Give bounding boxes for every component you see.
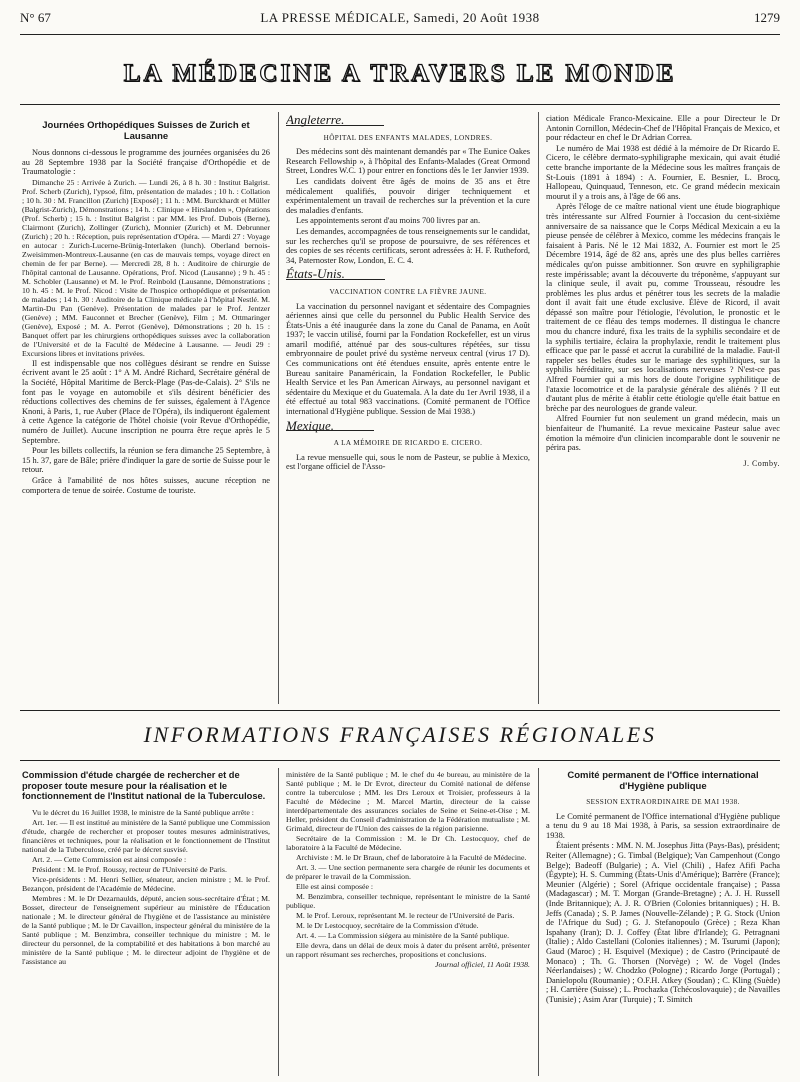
section-rule bbox=[20, 710, 780, 711]
paragraph: Art. 3. — Une section permanente sera chargée de réunir les documents et de préparer le travail de la Commission. bbox=[286, 863, 530, 881]
paragraph: Art. 4. — La Commission siégera au ministère de la Santé publique. bbox=[296, 931, 510, 940]
paragraph: Les demandes, accompagnées de tous renseignements sur le candidat, sur les recherches qu'il se propose de poursuivre, de ses références et des copies de ses récents certificats, seront adressées à: H. F. Rutheford, 34, Paternoster Row, London, E. C. 4. bbox=[286, 226, 530, 265]
paragraph: Grâce à l'amabilité de nos hôtes suisses, aucune réception ne comportera de tenue de soirée. Costume de touriste. bbox=[22, 475, 270, 495]
column-hygiene-office bbox=[546, 770, 780, 1075]
info-rule bbox=[20, 760, 780, 761]
article-title: Journées Orthopédiques Suisses de Zurich et Lausanne bbox=[42, 120, 250, 142]
paragraph: Le numéro de Mai 1938 est dédié à la mémoire de Dr Ricardo E. Cicero, le célèbre dermato-syphiligraphe mexicain, qui avait étudié cette branche importante de la Médecine sous les maîtres français de St-Louis (1891 à 1894) : A. Fournier, E. Besnier, L. Brocq, Hallopeau, Quinquaud, Tenneson, etc. Ce grand médecin mexicain mourut il y a trois ans, à l'âge de 66 ans. bbox=[546, 143, 780, 201]
paragraph: ciation Médicale Franco-Mexicaine. Elle a pour Directeur le Dr Antonin Cornillon, Médecin-Chef de l'Hôpital Français de Mexico, et pour rédacteur en chef le Dr Adrian Correa. bbox=[546, 114, 780, 143]
page-header bbox=[20, 10, 780, 30]
paragraph: Après l'éloge de ce maître national vient une étude biographique très intéressante sur Alfred Fournier à l'occasion du cent-sixième anniversaire de sa naissance que le Corps Médical Mexicain a eu la pieuse pensée de célébrer à Mexico, comme les médecins français le faisaient à Paris. Né le 12 Mai 1832, A. Fournier est mort le 25 Décembre 1914, âgé de 82 ans, après une des plus belles carrières médicales qu'on puisse ambitionner. Son œuvre en syphiligraphie reste impérissable; avant la découverte du tréponème, s'appuyant sur la clinique seule, il avait pu, comme Trousseau, résoudre les problèmes les plus ardus et pénétrer tous les secrets de la maladie dont il avait fait une étude exclusive. Élève de Ricord, il avait dépassé son maître pour l'étiologie, l'évolution, le pronostic et le traitement de ce fléau des temps modernes. Il distingua le chancre mou du chancre induré, fixa les traits de la syphilis secondaire et de la syphilis tertiaire, éclaira la prophylaxie, rendit le traitement plus efficace que par le passé et accrut la curabilité de la maladie. Faut-il rappeler ses belles études sur le mariage des syphilitiques, sur la syphilis héréditaire, sur ses localisations nerveuses ? N'est-ce pas Alfred Fournier qui a mis hors de doute l'origine syphilitique de l'ataxie locomotrice et de la paralysie générale des aliénés ? Il eut d'autant plus de mérite à établir cette étiologie qu'elle était battue en brèche par des neurologues de grande valeur. bbox=[546, 202, 780, 413]
paragraph: M. le Prof. Leroux, représentant M. le recteur de l'Université de Paris. bbox=[296, 911, 515, 920]
country-heading: Mexique. bbox=[286, 421, 374, 432]
subheading: SESSION EXTRAORDINAIRE DE MAI 1938. bbox=[586, 798, 740, 806]
subheading: HÔPITAL DES ENFANTS MALADES, LONDRES. bbox=[323, 133, 493, 142]
column-separator bbox=[278, 112, 279, 704]
article-title: Commission d'étude chargée de rechercher et de proposer toute mesure pour la réalisation et le fonctionnement de l'Institut national de la Tuberculose. bbox=[22, 770, 266, 801]
paragraph: Elle est ainsi composée : bbox=[296, 882, 374, 891]
signature: J. Comby. bbox=[743, 458, 780, 468]
header-rule bbox=[20, 34, 780, 35]
paragraph: Les candidats doivent être âgés de moins de 35 ans et être médicalement qualifiés, pouvoir diriger techniquement et expérimentalement un travail de recherches sur la prévention et la cure des maladies d'enfants. bbox=[286, 176, 530, 215]
paragraph: Des médecins sont dès maintenant demandés par « The Eunice Oakes Research Fellowship », à l'hôpital des Enfants-Malades (Great Ormond Street, Londres W.C. 1) pour entrer en fonctions dès le 1er Janvier 1939. bbox=[286, 147, 530, 176]
paragraph: Il est indispensable que nos collègues désirant se rendre en Suisse écrivent avant le 25 août : 1° A M. André Richard, Secrétaire général de la Société, Hôpital Maritime de Berck-Plage (Pas-de-Calais). 2° S'ils ne font pas le voyage en automobile et s'ils désirent bénéficier des réductions collectives des chemins de fer suisses, également à l'Agence Knoni, à Paris, 1, rue Auber (Place de l'Opéra), ils indiqueront également à cette Agence la catégorie de l'hôtel choisie (voir Revue d'Orthopédie, numéro de Juillet). Aucune inscription ne pourra être reçue après le 5 Septembre. bbox=[22, 358, 270, 445]
paragraph: Le Comité permanent de l'Office international d'Hygiène publique a tenu du 9 au 18 Mai 1938, à Paris, sa session extraordinaire de 1938. bbox=[546, 811, 780, 840]
page-number: 1279 bbox=[754, 10, 780, 25]
country-heading: Angleterre. bbox=[286, 115, 384, 126]
paragraph: Vu le décret du 16 Juillet 1938, le ministre de la Santé publique arrête : bbox=[32, 807, 254, 817]
issue-number: N° 67 bbox=[20, 10, 51, 25]
paragraph: Vice-présidents : M. Henri Sellier, sénateur, ancien ministre ; M. le Prof. Bezançon, président de l'Académie de Médecine. bbox=[22, 874, 270, 893]
column-abroad bbox=[286, 112, 530, 702]
paragraph: Art. 1er. — Il est institué au ministère de la Santé publique une Commission d'étude, chargée de rechercher et proposer toutes mesures administratives, financières et techniques, pour la réalisation et le fonctionnement de l'Institut national de la Tuberculose, créé par le décret susvisé. bbox=[22, 817, 270, 854]
paragraph: M. Benzimbra, conseiller technique, représentant le ministre de la Santé publique. bbox=[286, 892, 530, 910]
column-mexico bbox=[546, 114, 780, 702]
section-banner: LA MÉDECINE A TRAVERS LE MONDE bbox=[123, 60, 677, 87]
paragraph: Alfred Fournier fut non seulement un grand médecin, mais un bienfaiteur de l'humanité. La revue mexicaine Pasteur salue avec émotion la mémoire d'un clinicien incomparable dont le souvenir ne périra pas. bbox=[546, 414, 780, 453]
paragraph: Les appointements seront d'au moins 700 livres par an. bbox=[296, 216, 481, 226]
column-separator bbox=[538, 768, 539, 1076]
paragraph: Président : M. le Prof. Roussy, recteur de l'Université de Paris. bbox=[32, 864, 227, 874]
paragraph: La vaccination du personnel navigant et sédentaire des Compagnies aériennes ainsi que celle du personnel du Public Health Service des États-Unis a été inaugurée dans la zone du Canal de Panama, en Août 1937; le vaccin utilisé, fourni par la Fondation Rockefeller, est un virus amaril modifié, atténué par des sous-cultures répétées, sur tissu embryonnaire de poulet privé du système nerveux central (virus 17 D). Ces communications ont été étendues ensuite, après entente entre le Bureau sanitaire Panaméricain, la Fondation Rockefeller, le Public Health Service et les Pan American Airways, au personnel navigant et sédentaire du Mexique et du Guatemala. A la date du 1er Avril 1938, il a été effectué au total 983 vaccinations. (Comité permanent de l'Office international d'Hygiène publique. Session de Mai 1938.) bbox=[286, 301, 530, 417]
source-citation: Journal officiel, 11 Août 1938. bbox=[435, 960, 530, 969]
paragraph: Elle devra, dans un délai de deux mois à dater du présent arrêté, présenter un rapport résumant ses recherches, propositions et conclusions. bbox=[286, 941, 530, 959]
paragraph: Membres : M. le Dr Dezarnaulds, député, ancien sous-secrétaire d'État ; M. Bosset, directeur de l'enseignement supérieur au ministère de l'Éducation nationale ; M. le directeur général de l'hygiène et de l'assistance au ministère de la Santé publique ; M. le Dr Cavaillon, inspecteur général du ministère de la Santé publique ; M. Benzimbra, conseiller technique du ministre ; M. le directeur du personnel, de la comptabilité et des habitations à bon marché au ministère de la Santé publique ; M. le directeur adjoint de l'hygiène et de l'assistance au bbox=[22, 893, 270, 966]
info-heading: INFORMATIONS FRANÇAISES RÉGIONALES bbox=[143, 722, 657, 747]
paragraph: ministère de la Santé publique ; M. le chef du 4e bureau, au ministère de la Santé publique ; M. le Dr Evrot, directeur du Comité national de défense contre la tuberculose ; MM. les Drs Leroux et Troisier, professeurs à la Faculté de Médecine ; M. Marcel Martin, directeur de la caisse interdépartementale des assurances sociales de Seine et Seine-et-Oise ; M. Heller, président du Conseil d'administration de la Fédération mutualiste ; M. Grimald, directeur de l'Union des caisses de la région parisienne. bbox=[286, 770, 530, 833]
column-separator bbox=[538, 112, 539, 704]
journal-title: LA PRESSE MÉDICALE, Samedi, 20 Août 1938 bbox=[260, 10, 540, 25]
column-commission bbox=[286, 770, 530, 1075]
paragraph: Art. 2. — Cette Commission est ainsi composée : bbox=[32, 854, 187, 864]
paragraph: Secrétaire de la Commission : M. le Dr Ch. Lestocquoy, chef de laboratoire à la Faculté de Médecine. bbox=[286, 834, 530, 852]
subheading: VACCINATION CONTRE LA FIÈVRE JAUNE. bbox=[329, 287, 487, 296]
subheading: A LA MÉMOIRE DE RICARDO E. CICERO. bbox=[333, 439, 483, 448]
paragraph: Étaient présents : MM. N. M. Josephus Jitta (Pays-Bas), président; Reiter (Allemagne) ; G. Timbal (Belgique); Van Campenhout (Congo Belge); Badeoff (Bulgarie) ; A. Viel (Chili) , Hafez Afifi Pacha (Égypte); H. S. Cumming (États-Unis d'Amérique); Barrère (France); Meunier (Algérie) ; Sorel (Afrique occidentale française) ; Passa (Madagascar) ; M. T. Morgan (Grande-Bretagne) ; A. J. H. Russell (Inde Britannique); A. J. R. O'Brien (Colonies britanniques) ; H. B. Jeffs (Canada) ; S. P. James (Nouvelle-Zélande) ; P. G. Stock (Union de l'Afrique du Sud) ; G. J. Stefanopoulo (Grèce) ; Reza Khan Ispahany (Iran); D. J. Coffey (État libre d'Irlande); G. Petragnani (Italie) ; Aldo Castellani (Colonies italiennes) ; M. Tsurumi (Japon); Gaud (Maroc) ; H. Esquivel (Mexique) ; de Castro (Principauté de Monaco) ; Th. G. Thorsen (Norvège) ; W. de Vogel (Indes Néerlandaises) ; W. Chodzko (Pologne) ; Ricardo Jorge (Portugal) ; Danielopolu (Roumanie) ; O.F.H. Atkey (Soudan) ; C. Kling (Suède) ; H. Carrière (Suisse) ; L. Prochazka (Tchécoslovaquie) ; de Navailles (Tunisie) ; Asim Arar (Turquie) ; T. Simitch bbox=[546, 841, 780, 1004]
paragraph: Pour les billets collectifs, la réunion se fera dimanche 25 Septembre, à 15 h. 37, gare de Bâle; prière d'indiquer la gare de sortie de Suisse pour le retour. bbox=[22, 446, 270, 475]
program-paragraph: Dimanche 25 : Arrivée à Zurich. — Lundi 26, à 8 h. 30 : Institut Balgrist. Prof. Scherb (Zurich), l'ypsoé, film, présentation de malades ; 10 h. : Collation ; 10 h. 30 : M. Francillon (Zurich) [Exposé] ; 11 h. : MM. Burckhardt et Müller (Balgrist-Zurich), Démonstrations ; 14 h. : Clinique « Hirslanden », Opérations (Prof. Scherb) ; 15 h. : Institut Balgrist : par MM. les Prof. Dubois (Berne), Clairmont (Zurich), Zollinger (Zurich), Monnier (Zurich) et M. Debrunner (Zurich) ; 20 h. : Réception, puis représentation d'Opéra. — Mardi 27 : Voyage en autocar : Zurich-Lucerne-Brünig-Interlaken (lunch). Oberland bernois-Zweisimmen-Montreux-Lausanne (en cas de mauvais temps, voyage direct en chemin de fer par Berne). — Mercredi 28, 8 h. : Auditoire de chirurgie de l'hôpital cantonal de Lausanne. Opérations, Prof. Nicod (Lausanne) ; 9 h. 45 : M. Schobler (Lausanne) et M. le Prof. Reinbold (Lausanne, Démonstrations ; 10 h. 45 : M. le Prof. Nicod : Visite de l'hospice orthopédique et présentation de malades ; 14 h. 30 : Auditoire de la Clinique médicale à l'hôpital Nestlé. M. Martin-Du Pan (Genève). Présentation de malades par le Prof. Jentzer (Genève) ; MM. Fauconnet et Brecher (Genève), Film ; M. Ottmaringer (Genève), Exposé ; M. A. Perrot (Genève), Démonstrations ; 20 h. 15 : Banquet offert par les chirurgiens orthopédiques suisses avec la collaboration de l'Université et de la Faculté de Médecine à Lausanne. — Jeudi 29 : Excursions libres et invitations privées. bbox=[22, 177, 270, 358]
paragraph: La revue mensuelle qui, sous le nom de Pasteur, se publie à Mexico, est l'organe officiel de l'Asso- bbox=[286, 452, 530, 472]
paragraph: Archiviste : M. le Dr Braun, chef de laboratoire à la Faculté de Médecine. bbox=[296, 853, 527, 862]
paragraph: Nous donnons ci-dessous le programme des journées organisées du 26 au 28 Septembre 1938 par la Société française d'Orthopédie et de Traumatologie : bbox=[22, 148, 270, 177]
banner-rule bbox=[20, 104, 780, 105]
column-orthopedic bbox=[22, 120, 270, 702]
column-separator bbox=[278, 768, 279, 1076]
country-heading: États-Unis. bbox=[286, 269, 385, 280]
article-title: Comité permanent de l'Office international d'Hygiène publique bbox=[567, 770, 759, 792]
paragraph: M. le Dr Lestocquoy, secrétaire de la Commission d'étude. bbox=[296, 921, 479, 930]
column-tuberculosis bbox=[22, 770, 270, 1075]
